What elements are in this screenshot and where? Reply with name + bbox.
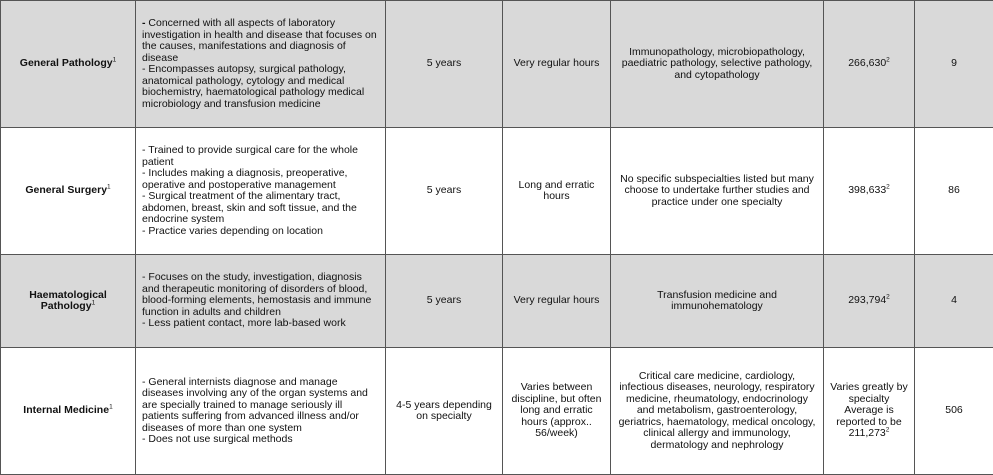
footnote-marker: 2 xyxy=(886,57,890,64)
description-cell xyxy=(136,348,386,475)
description-item xyxy=(142,434,379,446)
bullet-dash: - xyxy=(142,17,148,29)
training-cell: 5 years xyxy=(386,128,503,255)
subspecialties-cell: Transfusion medicine and immunohematology xyxy=(611,255,824,348)
description-item xyxy=(142,64,379,110)
hours-cell: Varies between discipline, but often long and erratic hours (approx.. 56/week) xyxy=(503,348,611,475)
training-cell: 4-5 years depending on specialty xyxy=(386,348,503,475)
description-text: Concerned with all aspects of laboratory investigation in health and disease that focuses on the causes, manifestations and diagnosis of disease xyxy=(142,17,377,64)
description-cell xyxy=(136,128,386,255)
description-item xyxy=(142,145,379,168)
count-cell: 506 xyxy=(915,348,993,475)
specialty-name: General Surgery xyxy=(25,184,107,196)
hours-cell: Very regular hours xyxy=(503,255,611,348)
description-item xyxy=(142,191,379,226)
description-item xyxy=(142,226,379,238)
specialty-name-cell xyxy=(1,128,136,255)
description-item xyxy=(142,318,379,330)
description-text: General internists diagnose and manage diseases involving any of the organ systems and are specially trained to manage seriously ill patients suffering from advanced illness and/or diseases of more than one system xyxy=(142,376,368,434)
footnote-marker: 1 xyxy=(113,57,117,64)
salary-cell xyxy=(824,128,915,255)
bullet-dash: - xyxy=(142,144,148,156)
count-cell: 4 xyxy=(915,255,993,348)
salary-cell xyxy=(824,255,915,348)
description-text: Practice varies depending on location xyxy=(148,225,323,237)
description-item xyxy=(142,168,379,191)
specialty-name-cell xyxy=(1,1,136,128)
training-cell: 5 years xyxy=(386,255,503,348)
bullet-dash: - xyxy=(142,225,148,237)
description-item xyxy=(142,272,379,318)
specialty-name: Internal Medicine xyxy=(23,404,109,416)
bullet-dash: - xyxy=(142,271,148,283)
hours-cell: Long and erratic hours xyxy=(503,128,611,255)
specialty-name-cell xyxy=(1,255,136,348)
footnote-marker: 1 xyxy=(92,300,96,307)
description-text: Trained to provide surgical care for the whole patient xyxy=(142,144,358,168)
salary-value: 266,630 xyxy=(848,57,886,69)
salary-value: 398,633 xyxy=(848,184,886,196)
subspecialties-cell: Immunopathology, microbiopathology, paediatric pathology, selective pathology, and cytopathology xyxy=(611,1,824,128)
hours-cell: Very regular hours xyxy=(503,1,611,128)
table-row xyxy=(1,255,993,348)
table-row xyxy=(1,348,993,475)
bullet-dash: - xyxy=(142,63,148,75)
specialty-name: Haematological Pathology xyxy=(29,289,107,313)
description-cell xyxy=(136,1,386,128)
footnote-marker: 2 xyxy=(886,294,890,301)
salary-value: 293,794 xyxy=(848,294,886,306)
specialty-name-cell xyxy=(1,348,136,475)
training-cell: 5 years xyxy=(386,1,503,128)
description-text: Does not use surgical methods xyxy=(148,433,292,445)
description-item xyxy=(142,377,379,435)
footnote-marker: 2 xyxy=(886,427,890,434)
count-cell: 86 xyxy=(915,128,993,255)
description-text: Surgical treatment of the alimentary tract, abdomen, breast, skin and soft tissue, and the endocrine system xyxy=(142,190,357,225)
bullet-dash: - xyxy=(142,376,148,388)
bullet-dash: - xyxy=(142,317,148,329)
description-text: Includes making a diagnosis, preoperative, operative and postoperative management xyxy=(142,167,347,191)
salary-cell xyxy=(824,348,915,475)
footnote-marker: 2 xyxy=(886,184,890,191)
bullet-dash: - xyxy=(142,190,148,202)
footnote-marker: 1 xyxy=(107,184,111,191)
table-row xyxy=(1,1,993,128)
bullet-dash: - xyxy=(142,433,148,445)
salary-cell xyxy=(824,1,915,128)
subspecialties-cell: No specific subspecialties listed but many choose to undertake further studies and practice under one specialty xyxy=(611,128,824,255)
description-text: Focuses on the study, investigation, diagnosis and therapeutic monitoring of disorders of blood, blood-forming elements, hemostasis and immune function in adults and children xyxy=(142,271,371,318)
footnote-marker: 1 xyxy=(109,404,113,411)
description-text: Encompasses autopsy, surgical pathology, anatomical pathology, cytology and medical biochemistry, haematological pathology medical microbiology and transfusion medicine xyxy=(142,63,364,110)
salary-value: Varies greatly by specialty Average is reported to be 211,273 xyxy=(830,381,907,439)
description-text: Less patient contact, more lab-based work xyxy=(148,317,345,329)
subspecialties-cell: Critical care medicine, cardiology, infectious diseases, neurology, respiratory medicine, rheumatology, endocrinology and metabolism, gastroenterology, geriatrics, haematology, medical oncology, clinical allergy and immunology, dermatology and nephrology xyxy=(611,348,824,475)
count-cell: 9 xyxy=(915,1,993,128)
description-cell xyxy=(136,255,386,348)
table-row xyxy=(1,128,993,255)
description-item xyxy=(142,18,379,64)
specialty-name: General Pathology xyxy=(20,57,113,69)
bullet-dash: - xyxy=(142,167,148,179)
